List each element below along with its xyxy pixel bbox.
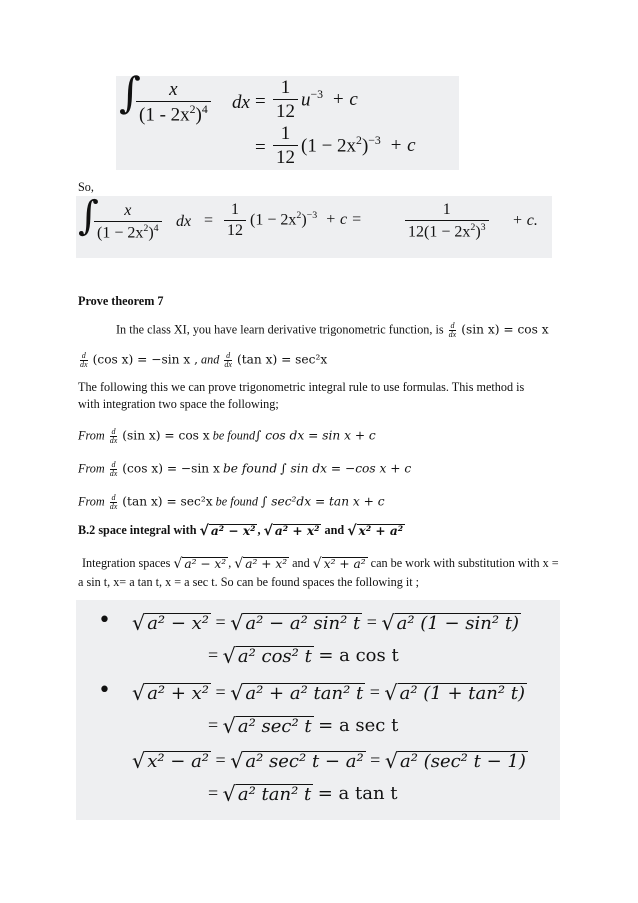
panel1-frac1: $\frac{1}{12}$ — [273, 78, 298, 121]
identity-1-line2: = √ a² cos² t = a cos t — [208, 644, 399, 669]
identity-2-line2: = √ a² sec² t = a sec t — [208, 714, 399, 739]
identity-3-line1: √ x² − a² = √ a² sec² t − a² = √ a² (sec² t − 1) — [132, 749, 526, 774]
panel2-integral-sign: ∫ — [78, 193, 99, 239]
theorem7-para-line1: The following this we can prove trigonometric integral rule to use formulas. This method is — [78, 380, 525, 394]
panel2-mid-frac: $\frac{1}{12}$ — [224, 202, 246, 239]
b2-line1: Integration spaces √ a² − x² , √ a² + x² and √ x² + a² can be work with substitution with x = — [82, 555, 559, 572]
panel1-line1-rhs: $u^{-3} + c$ — [301, 88, 358, 111]
identity-1-line1: √ a² − x² = √ a² − a² sin² t = √ a² (1 − sin² t) — [132, 611, 520, 636]
panel2-dx: dx — [176, 213, 192, 230]
panel2-eq: = — [204, 212, 214, 229]
theorem7-intro-line: In the class XI, you have learn derivative trigonometric function, is $\frac{d}{dx}$ (sin x) = cos x — [116, 321, 549, 339]
found-line-2: From $\frac{d}{dx}$ (cos x) = −sin x be found ∫ sin dx = −cos x + c — [78, 460, 412, 478]
identity-2-line1: √ a² + x² = √ a² + a² tan² t = √ a² (1 + tan² t) — [132, 681, 526, 706]
panel1-line2-rhs: $(1 - 2x^2)^{-3} + c$ — [301, 134, 416, 157]
found-line-1: From $\frac{d}{dx}$ (sin x) = cos x be found∫ cos dx = sin x + c — [78, 427, 376, 445]
theorem7-para-line2: with integration two space the following; — [78, 397, 279, 411]
b2-line2: a sin t, x= a tan t, x = a sec t. So can be found spaces the following it ; — [78, 575, 420, 589]
identity-3-line2: = √ a² tan² t = a tan t — [208, 782, 398, 807]
panel1-frac2: $\frac{1}{12}$ — [273, 124, 298, 167]
found-line-3: From $\frac{d}{dx}$ (tan x) = sec²x be found ∫ sec²dx = tan x + c — [78, 493, 385, 511]
panel1-eq1: = — [255, 91, 266, 112]
panel2-rhs-tail: + c. — [512, 212, 538, 229]
bullet-1: • — [98, 608, 111, 633]
theorem7-heading: Prove theorem 7 — [78, 294, 164, 308]
integral-sign: ∫ — [119, 68, 141, 117]
panel2-lhs-fraction: $\frac{x}{(1 - 2x^2)^4}$ — [94, 203, 162, 241]
panel1-lhs-fraction: $\frac{x}{(1 - 2x^2)^4}$ — [136, 80, 211, 124]
panel2-mid-expr: $(1 - 2x^2)^{-3} + c$ = — [250, 210, 362, 229]
theorem7-deriv-line: $\frac{d}{dx}$ (cos x) = −sin x , and $\frac{d}{dx}$ (tan x) = sec²x — [80, 351, 328, 369]
panel1-dx: dx — [232, 92, 250, 113]
so-label: So, — [78, 180, 94, 194]
panel2-rhs-frac: $\frac{1}{12(1 - 2x^2)^3}$ — [405, 202, 489, 240]
panel1-eq2: = — [255, 137, 266, 158]
bullet-2: • — [98, 678, 111, 703]
b2-heading: B.2 space integral with √ a² − x² , √ a² + x² and √ x² + a² — [78, 522, 404, 539]
